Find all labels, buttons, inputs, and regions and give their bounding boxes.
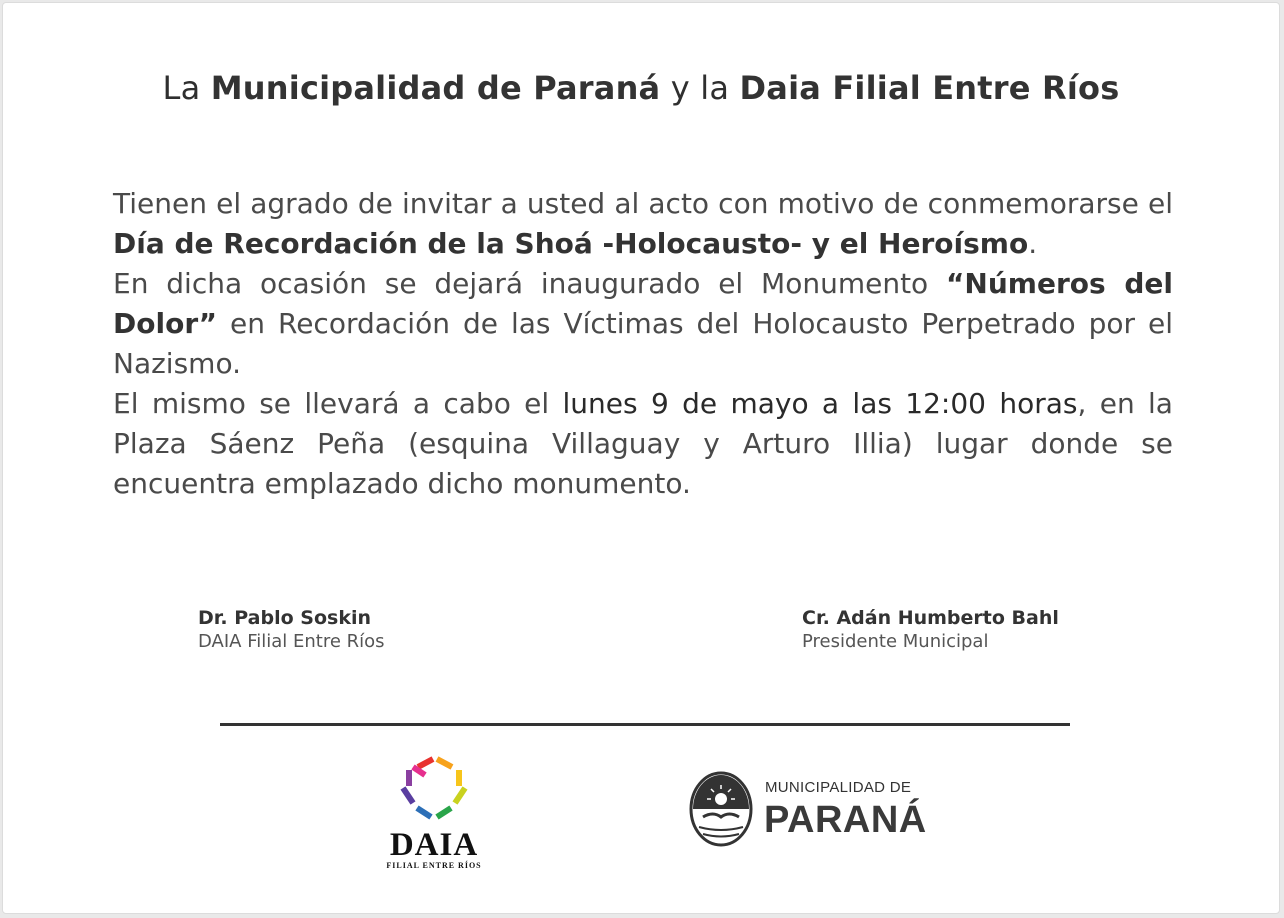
footer-divider bbox=[220, 723, 1070, 726]
daia-subtitle: FILIAL ENTRE RÍOS bbox=[386, 861, 482, 870]
signature-role: Presidente Municipal bbox=[802, 631, 989, 652]
paragraph-details-text: El mismo se llevará a cabo el bbox=[113, 387, 563, 420]
invitation-card bbox=[2, 2, 1280, 914]
header-connector: y la bbox=[660, 69, 740, 107]
signature-name: Cr. Adán Humberto Bahl bbox=[802, 607, 1059, 629]
event-title: Día de Recordación de la Shoá -Holocausto- y el Heroísmo bbox=[113, 227, 1029, 260]
daia-logo bbox=[373, 755, 495, 875]
paragraph-invitation-text: Tienen el agrado de invitar a usted al acto con motivo de conmemorarse el bbox=[113, 187, 1173, 220]
invitation-header bbox=[3, 69, 1279, 107]
header-org-daia: Daia Filial Entre Ríos bbox=[739, 69, 1120, 107]
paragraph-details bbox=[113, 384, 1173, 504]
signature-name: Dr. Pablo Soskin bbox=[198, 607, 372, 629]
signature-daia bbox=[198, 605, 385, 653]
daia-wordmark: DAIA bbox=[389, 827, 479, 863]
paragraph-invitation-end: . bbox=[1028, 227, 1038, 260]
header-prefix: La bbox=[162, 69, 211, 107]
paragraph-monument-end: en Recordación de las Víctimas del Holocausto Perpetrado por el Nazismo. bbox=[113, 307, 1173, 380]
paragraph-monument bbox=[113, 264, 1173, 384]
event-location: , en la Plaza Sáenz Peña (esquina Villaguay y Arturo Illia) lugar donde se encuentra emplazado dicho monumento. bbox=[113, 387, 1173, 500]
parana-logo-top-text: MUNICIPALIDAD DE bbox=[765, 779, 912, 796]
monument-name: “Números del Dolor” bbox=[113, 267, 1173, 340]
paragraph-invitation bbox=[113, 184, 1173, 264]
header-org-municipality: Municipalidad de Paraná bbox=[210, 69, 661, 107]
parana-coat-of-arms-icon bbox=[689, 771, 755, 847]
signature-role: DAIA Filial Entre Ríos bbox=[198, 631, 385, 652]
invitation-body bbox=[113, 184, 1173, 504]
parana-logo-main-text: PARANÁ bbox=[764, 799, 927, 841]
signature-municipality bbox=[802, 605, 1059, 653]
paragraph-monument-text: En dicha ocasión se dejará inaugurado el Monumento bbox=[113, 267, 947, 300]
event-date-time: lunes 9 de mayo a las 12:00 horas bbox=[562, 387, 1078, 420]
parana-logo bbox=[689, 771, 939, 851]
daia-star-logo bbox=[373, 755, 495, 827]
